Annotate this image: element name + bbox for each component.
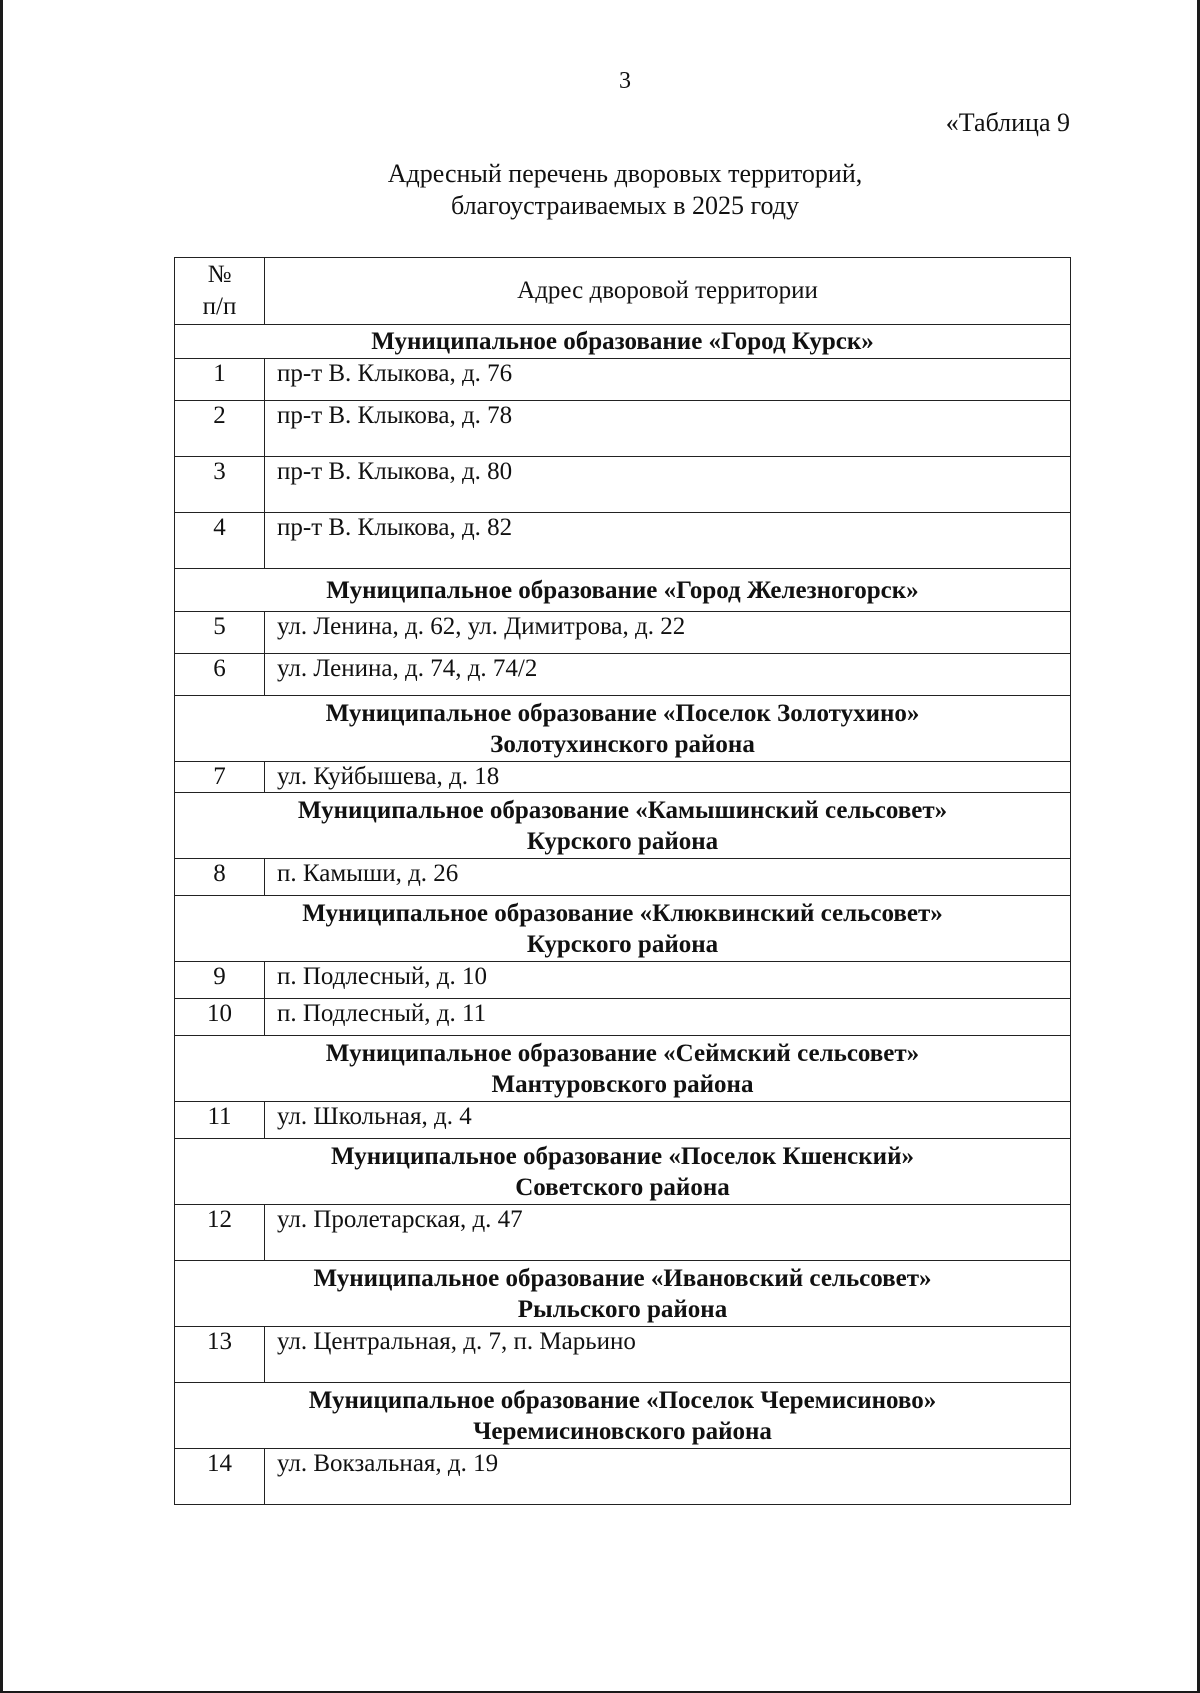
group-title-line-1: Муниципальное образование «Город Курск»	[371, 328, 874, 355]
group-title-line-2: Курского района	[526, 930, 719, 958]
header-number-cell	[175, 258, 265, 325]
row-number: 12	[175, 1205, 265, 1261]
group-title-line-2: Рыльского района	[517, 1295, 728, 1323]
title-line-1: Адресный перечень дворовых территорий,	[387, 159, 863, 188]
group-header-row	[175, 569, 1071, 612]
scan-edge-left	[0, 0, 3, 1693]
group-header-row	[175, 1139, 1071, 1205]
row-address: ул. Пролетарская, д. 47	[265, 1205, 1071, 1261]
row-address: п. Подлесный, д. 10	[265, 962, 1071, 999]
group-title-line-1: Муниципальное образование «Ивановский сельсовет»	[313, 1264, 932, 1292]
group-title-line-2: Курского района	[526, 827, 719, 855]
row-number: 4	[175, 513, 265, 569]
table-row	[175, 1327, 1071, 1383]
table-row	[175, 1102, 1071, 1139]
row-number: 8	[175, 859, 265, 896]
group-header-row	[175, 1036, 1071, 1102]
row-address: пр-т В. Клыкова, д. 76	[265, 359, 1071, 401]
table-row	[175, 513, 1071, 569]
group-header-row	[175, 793, 1071, 859]
group-title-line-1: Муниципальное образование «Клюквинский сельсовет»	[302, 899, 943, 927]
group-title-line-1: Муниципальное образование «Город Железногорск»	[326, 576, 919, 604]
group-title-line-1: Муниципальное образование «Поселок Черемисиново»	[308, 1386, 937, 1414]
group-header-cell	[175, 569, 1071, 612]
row-address: ул. Куйбышева, д. 18	[265, 762, 1071, 793]
group-header-row	[175, 1261, 1071, 1327]
row-number: 11	[175, 1102, 265, 1139]
group-title-line-1: Муниципальное образование «Камышинский сельсовет»	[297, 796, 948, 824]
group-header-row	[175, 696, 1071, 762]
row-number: 2	[175, 401, 265, 457]
row-address: пр-т В. Клыкова, д. 82	[265, 513, 1071, 569]
row-address: ул. Школьная, д. 4	[265, 1102, 1071, 1139]
group-header-row	[175, 896, 1071, 962]
table-row	[175, 654, 1071, 696]
title-line-2: благоустраиваемых в 2025 году	[450, 191, 799, 220]
row-address: ул. Вокзальная, д. 19	[265, 1449, 1071, 1505]
row-address: п. Подлесный, д. 11	[265, 999, 1071, 1036]
group-title-line-2: Мантуровского района	[491, 1070, 754, 1098]
table-row	[175, 359, 1071, 401]
group-header-cell	[175, 1383, 1071, 1449]
group-title-line-2: Черемисиновского района	[473, 1417, 772, 1445]
group-title-line-1: Муниципальное образование «Поселок Кшенский»	[330, 1142, 914, 1170]
group-header-cell	[175, 1139, 1071, 1205]
header-number-abbr: п/п	[202, 293, 237, 320]
group-title-line-1: Муниципальное образование «Сеймский сельсовет»	[325, 1039, 920, 1067]
row-address: ул. Ленина, д. 74, д. 74/2	[265, 654, 1071, 696]
row-number: 13	[175, 1327, 265, 1383]
group-header-cell	[175, 793, 1071, 859]
row-number: 1	[175, 359, 265, 401]
row-address: ул. Ленина, д. 62, ул. Димитрова, д. 22	[265, 612, 1071, 654]
table-row	[175, 612, 1071, 654]
table-row	[175, 401, 1071, 457]
row-address: ул. Центральная, д. 7, п. Марьино	[265, 1327, 1071, 1383]
group-title-line-2: Золотухинского района	[490, 730, 755, 758]
table-row	[175, 999, 1071, 1036]
table-row	[175, 859, 1071, 896]
group-header-cell	[175, 1261, 1071, 1327]
table-caption: «Таблица 9	[945, 108, 1070, 137]
document-title	[175, 158, 1075, 222]
row-address: пр-т В. Клыкова, д. 80	[265, 457, 1071, 513]
group-header-cell	[175, 896, 1071, 962]
row-address: п. Камыши, д. 26	[265, 859, 1071, 896]
group-header-row	[175, 325, 1071, 359]
page-number: 3	[619, 68, 631, 94]
header-number-symbol: №	[207, 261, 232, 288]
group-header-cell	[175, 696, 1071, 762]
row-number: 7	[175, 762, 265, 793]
table-row	[175, 1449, 1071, 1505]
group-header-row	[175, 1383, 1071, 1449]
table-row	[175, 962, 1071, 999]
row-address: пр-т В. Клыкова, д. 78	[265, 401, 1071, 457]
row-number: 10	[175, 999, 265, 1036]
header-address-cell: Адрес дворовой территории	[265, 258, 1071, 325]
group-title-line-1: Муниципальное образование «Поселок Золотухино»	[325, 699, 920, 727]
table-header-row	[175, 258, 1071, 325]
address-table	[174, 257, 1071, 1505]
table-row	[175, 762, 1071, 793]
group-header-cell	[175, 325, 1071, 359]
group-title-line-2: Советского района	[515, 1173, 730, 1201]
table-row	[175, 457, 1071, 513]
group-header-cell	[175, 1036, 1071, 1102]
row-number: 5	[175, 612, 265, 654]
table-row	[175, 1205, 1071, 1261]
row-number: 3	[175, 457, 265, 513]
row-number: 9	[175, 962, 265, 999]
row-number: 14	[175, 1449, 265, 1505]
row-number: 6	[175, 654, 265, 696]
